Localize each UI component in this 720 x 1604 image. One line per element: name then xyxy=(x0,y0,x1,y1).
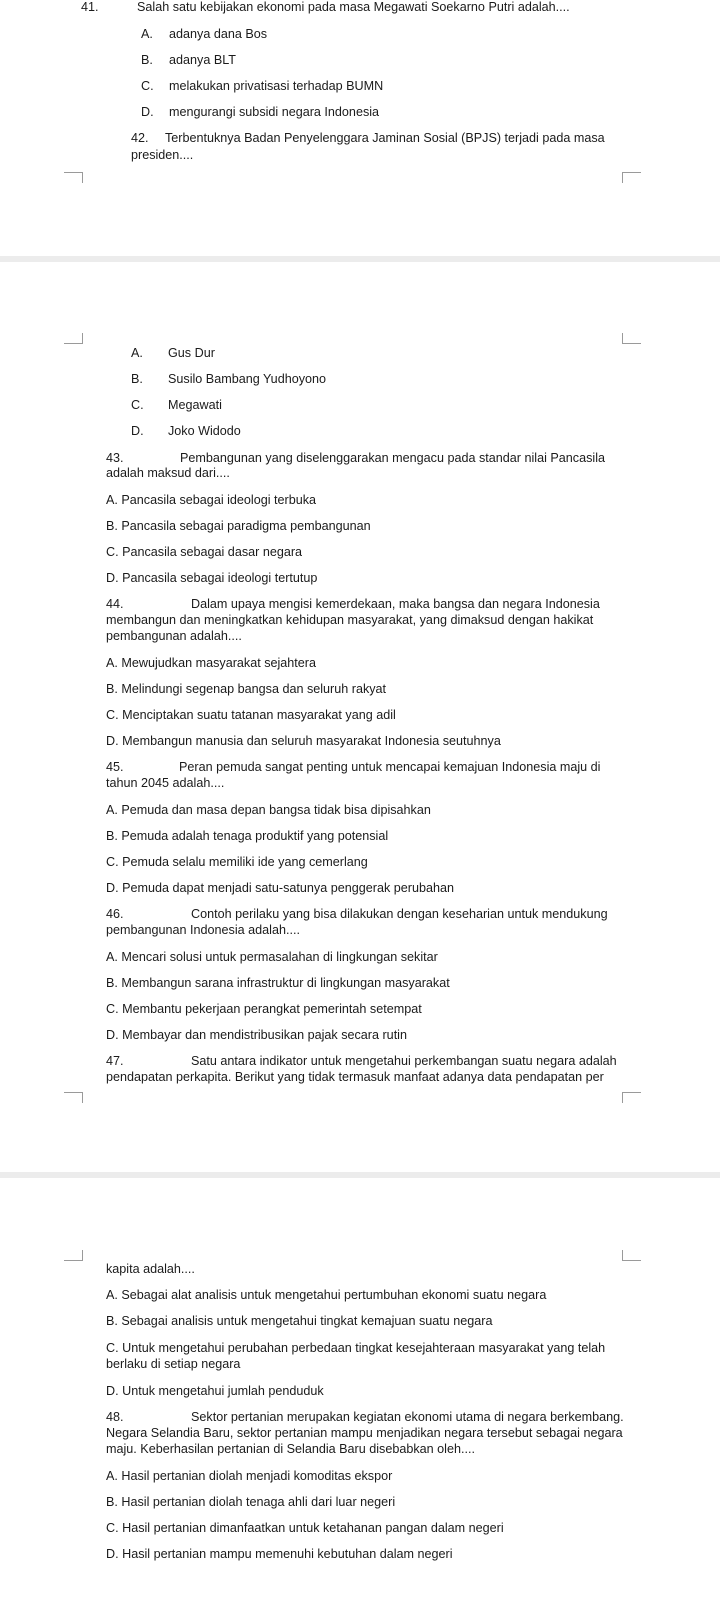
option-a: A. Sebagai alat analisis untuk mengetahui pertumbuhan ekonomi suatu negara xyxy=(106,1288,547,1302)
option-a: A. Pancasila sebagai ideologi terbuka xyxy=(106,493,317,507)
page-corner-mark xyxy=(64,172,83,183)
page-corner-mark xyxy=(622,1092,641,1103)
question-number: 42. xyxy=(131,131,149,145)
question-41-stem xyxy=(81,0,570,14)
option-b: B. Pemuda adalah tenaga produktif yang potensial xyxy=(106,829,389,843)
option-d: D. Joko Widodo xyxy=(131,424,241,438)
question-45-stem: 45. Peran pemuda sangat penting untuk mencapai kemajuan Indonesia maju di xyxy=(106,760,601,774)
option-c: C. Pemuda selalu memiliki ide yang cemerlang xyxy=(106,855,368,869)
option-b: B. Sebagai analisis untuk mengetahui tingkat kemajuan suatu negara xyxy=(106,1314,493,1328)
page-corner-mark xyxy=(64,1250,83,1261)
option-c: C. Pancasila sebagai dasar negara xyxy=(106,545,303,559)
option-a: A. adanya dana Bos xyxy=(141,27,268,41)
question-text: Salah satu kebijakan ekonomi pada masa Megawati Soekarno Putri adalah.... xyxy=(137,0,570,14)
option-a: A. Pemuda dan masa depan bangsa tidak bisa dipisahkan xyxy=(106,803,431,817)
page-corner-mark xyxy=(622,333,641,344)
question-text: Terbentuknya Badan Penyelenggara Jaminan Sosial (BPJS) terjadi pada masa xyxy=(165,131,605,145)
question-43-stem: 43. Pembangunan yang diselenggarakan mengacu pada standar nilai Pancasila xyxy=(106,451,605,465)
page-corner-mark xyxy=(64,1092,83,1103)
option-b: B. Hasil pertanian diolah tenaga ahli dari luar negeri xyxy=(106,1495,396,1509)
option-c: C. Hasil pertanian dimanfaatkan untuk ketahanan pangan dalam negeri xyxy=(106,1521,504,1535)
page-corner-mark xyxy=(622,172,641,183)
question-number: 41. xyxy=(81,0,99,14)
question-46-stem: 46. Contoh perilaku yang bisa dilakukan dengan keseharian untuk mendukung xyxy=(106,907,608,921)
option-b: B. Melindungi segenap bangsa dan seluruh rakyat xyxy=(106,682,387,696)
question-44-stem: 44. Dalam upaya mengisi kemerdekaan, maka bangsa dan negara Indonesia xyxy=(106,597,600,611)
option-d: D. Membangun manusia dan seluruh masyarakat Indonesia seutuhnya xyxy=(106,734,501,748)
option-b: B. adanya BLT xyxy=(141,53,236,67)
option-a: A. Hasil pertanian diolah menjadi komoditas ekspor xyxy=(106,1469,393,1483)
option-b: B. Pancasila sebagai paradigma pembangunan xyxy=(106,519,371,533)
page-corner-mark xyxy=(622,1250,641,1261)
question-47-stem: 47. Satu antara indikator untuk mengetahui perkembangan suatu negara adalah xyxy=(106,1054,617,1068)
option-b: B. Susilo Bambang Yudhoyono xyxy=(131,372,327,386)
option-a: A. Mencari solusi untuk permasalahan di lingkungan sekitar xyxy=(106,950,438,964)
option-b: B. Membangun sarana infrastruktur di lingkungan masyarakat xyxy=(106,976,450,990)
option-d: D. Membayar dan mendistribusikan pajak secara rutin xyxy=(106,1028,407,1042)
question-48-stem: 48. Sektor pertanian merupakan kegiatan ekonomi utama di negara berkembang. xyxy=(106,1410,624,1424)
option-d: D. Hasil pertanian mampu memenuhi kebutuhan dalam negeri xyxy=(106,1547,453,1561)
option-c: C. melakukan privatisasi terhadap BUMN xyxy=(141,79,384,93)
page-separator xyxy=(0,256,720,262)
option-a: A. Gus Dur xyxy=(131,346,215,360)
option-c: C. Untuk mengetahui perubahan perbedaan tingkat kesejahteraan masyarakat yang telah xyxy=(106,1341,606,1355)
option-a: A. Mewujudkan masyarakat sejahtera xyxy=(106,656,316,670)
option-d: D. Pancasila sebagai ideologi tertutup xyxy=(106,571,318,585)
option-c: C. Menciptakan suatu tatanan masyarakat yang adil xyxy=(106,708,396,722)
option-c-cont: berlaku di setiap negara xyxy=(106,1357,241,1371)
option-d: D. mengurangi subsidi negara Indonesia xyxy=(141,105,380,119)
option-d: D. Pemuda dapat menjadi satu-satunya penggerak perubahan xyxy=(106,881,454,895)
option-d: D. Untuk mengetahui jumlah penduduk xyxy=(106,1384,324,1398)
option-c: C. Megawati xyxy=(131,398,222,412)
question-text-cont: presiden.... xyxy=(131,148,194,162)
question-42-stem xyxy=(131,131,605,145)
page-corner-mark xyxy=(64,333,83,344)
page-separator xyxy=(0,1172,720,1178)
option-c: C. Membantu pekerjaan perangkat pemerintah setempat xyxy=(106,1002,422,1016)
